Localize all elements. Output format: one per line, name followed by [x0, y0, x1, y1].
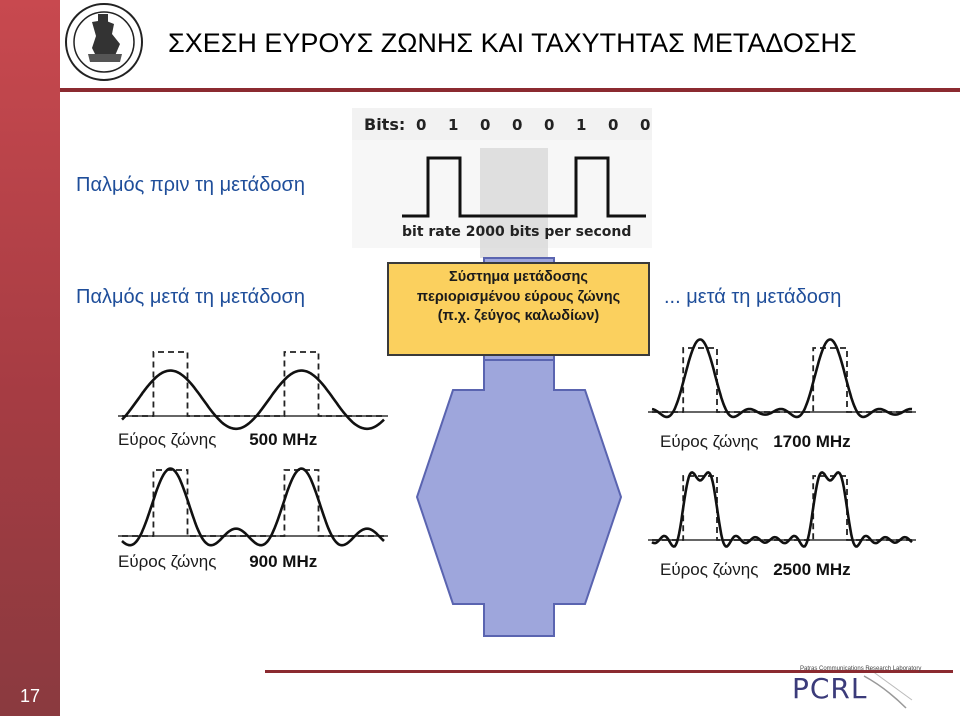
waveform-500mhz	[118, 352, 388, 429]
waveform-900mhz	[118, 469, 388, 546]
bandwidth-label-2500: Εύρος ζώνης 2500 MHz	[660, 560, 851, 579]
bandwidth-value-900: 900 MHz	[249, 552, 318, 571]
slide-number: 17	[19, 686, 41, 706]
system-box-line3: (π.χ. ζεύγος καλωδίων)	[437, 308, 600, 324]
bit-value: 0	[608, 116, 619, 134]
band-limited-signal	[122, 371, 384, 429]
after-transmission-right-label: ... μετά τη μετάδοση	[664, 286, 842, 308]
bits-label: Bits:	[364, 115, 406, 134]
bandwidth-label-1700: Εύρος ζώνης 1700 MHz	[660, 432, 851, 451]
double-arrow-icon	[417, 358, 621, 636]
bit-value: 0	[544, 116, 555, 134]
transmission-system-box	[387, 262, 650, 356]
band-limited-signal	[652, 472, 912, 546]
system-box-line1: Σύστημα μετάδοσης	[449, 269, 588, 285]
bit-value: 1	[448, 116, 459, 134]
ideal-pulse-dashed	[122, 352, 384, 416]
bit-value: 0	[480, 116, 491, 134]
pcrl-logo-text: PCRL	[792, 672, 868, 705]
bit-value: 0	[416, 116, 427, 134]
bandwidth-value-1700: 1700 MHz	[773, 432, 851, 451]
band-limited-signal	[122, 469, 384, 546]
bandwidth-value-2500: 2500 MHz	[773, 560, 851, 579]
system-box-line2: περιορισμένου εύρους ζώνης	[416, 288, 621, 305]
bit-value: 1	[576, 116, 587, 134]
waveform-2500mhz	[648, 472, 916, 546]
bit-value: 0	[640, 116, 651, 134]
bandwidth-label-900: Εύρος ζώνης 900 MHz	[118, 552, 318, 571]
bandwidth-label-500: Εύρος ζώνης 500 MHz	[118, 430, 318, 449]
band-limited-signal	[652, 340, 912, 417]
pcrl-logo-subtitle: Patras Communications Research Laboratory	[800, 666, 922, 672]
slide-title: ΣΧΕΣΗ ΕΥΡΟΥΣ ΖΩΝΗΣ ΚΑΙ ΤΑΧΥΤΗΤΑΣ ΜΕΤΑΔΟΣΗΣ	[168, 28, 857, 58]
waveform-1700mhz	[648, 340, 916, 417]
bit-value: 0	[512, 116, 523, 134]
shadow-column	[480, 148, 548, 258]
pulse-after-label: Παλμός μετά τη μετάδοση	[76, 286, 305, 308]
bit-rate-label: bit rate 2000 bits per second	[402, 224, 632, 240]
pulse-before-label: Παλμός πριν τη μετάδοση	[76, 174, 305, 196]
ideal-pulse-dashed	[652, 476, 912, 540]
bandwidth-value-500: 500 MHz	[249, 430, 318, 449]
